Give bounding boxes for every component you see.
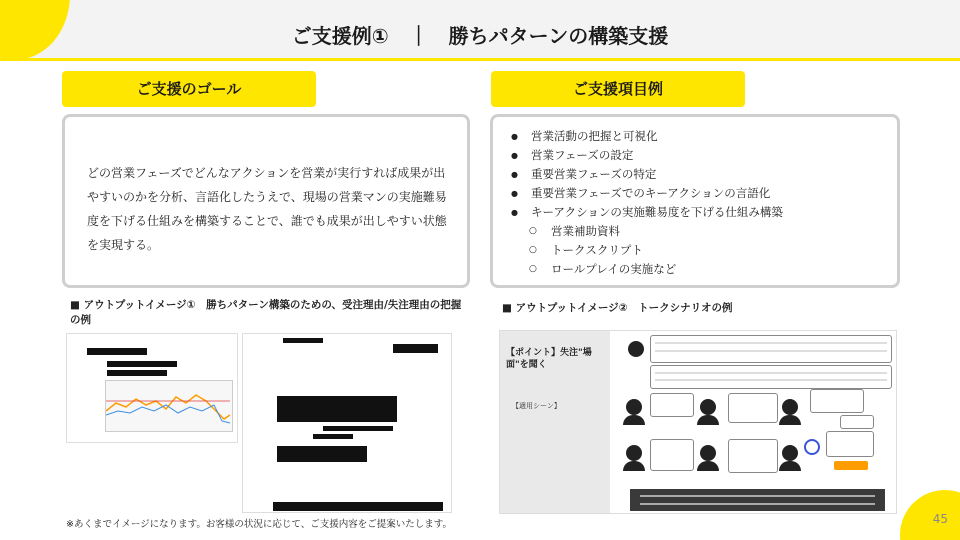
list-item: ● 営業フェーズの設定 xyxy=(511,146,783,165)
redaction xyxy=(107,370,167,376)
line-chart-svg xyxy=(106,381,232,431)
person-icon xyxy=(782,445,798,461)
redaction xyxy=(393,344,438,353)
script-bubble xyxy=(840,415,874,429)
person-icon xyxy=(623,415,645,425)
support-list xyxy=(511,127,783,279)
talk-script-image xyxy=(499,330,897,514)
win-rate-chart-image xyxy=(66,333,238,443)
support-card xyxy=(490,114,900,288)
person-icon xyxy=(700,399,716,415)
script-bubble xyxy=(728,439,778,473)
person-icon xyxy=(697,415,719,425)
line-chart-area xyxy=(105,380,233,432)
goal-card xyxy=(62,114,470,288)
person-icon xyxy=(779,415,801,425)
corner-decoration-bottom-right xyxy=(900,490,960,540)
page-number: 45 xyxy=(932,512,948,526)
output-caption-2: ■ アウトプットイメージ② トークシナリオの例 xyxy=(502,302,733,314)
person-icon xyxy=(623,461,645,471)
redaction xyxy=(87,348,147,355)
goal-pill-label: ご支援のゴール xyxy=(136,80,242,98)
redaction xyxy=(277,446,367,462)
sub-list-item: ○ トークスクリプト xyxy=(511,241,783,260)
script-bubble xyxy=(650,335,892,363)
person-icon xyxy=(697,461,719,471)
highlight-tag xyxy=(834,461,868,470)
redaction xyxy=(273,502,443,511)
sub-list-item: ○ 営業補助資料 xyxy=(511,222,783,241)
redaction xyxy=(107,361,177,367)
script-bubble xyxy=(810,389,864,413)
sub-list-item: ○ ロールプレイの実施など xyxy=(511,260,783,279)
script-bubble xyxy=(826,431,874,457)
support-pill-label: ご支援項目例 xyxy=(572,80,663,98)
goal-text: どの営業フェーズでどんなアクションを営業が実行すれば成果が出やすいのかを分析、言語化したうえで、現場の営業マンの実施難易度を下げる仕組みを構築することで、誰でも成果が出しやすい状態を実現する。 xyxy=(87,166,447,252)
script-scene-label: 【適用シーン】 xyxy=(512,402,561,410)
list-item: ● 重要営業フェーズの特定 xyxy=(511,165,783,184)
goal-pill xyxy=(62,71,316,107)
person-icon xyxy=(700,445,716,461)
person-icon xyxy=(626,445,642,461)
script-summary-banner xyxy=(630,489,885,511)
person-icon xyxy=(626,399,642,415)
person-icon xyxy=(782,399,798,415)
script-bubble xyxy=(650,439,694,471)
script-bubble xyxy=(650,393,694,417)
person-icon xyxy=(628,341,644,357)
list-item: ● キーアクションの実施難易度を下げる仕組み構築 xyxy=(511,203,783,222)
redaction xyxy=(283,338,323,343)
script-bubble xyxy=(650,365,892,389)
script-left-panel xyxy=(500,331,610,513)
page-title: ご支援例① ｜ 勝ちパターンの構築支援 xyxy=(291,24,669,48)
redaction xyxy=(313,434,353,439)
output-caption-1: ■ アウトプットイメージ① 勝ちパターン構築のための、受注理由/失注理由の把握の例 xyxy=(70,299,462,326)
list-item: ● 重要営業フェーズでのキーアクションの言語化 xyxy=(511,184,783,203)
footer-note: ※あくまでイメージになります。お客様の状況に応じて、ご支援内容をご提案いたします。 xyxy=(66,519,452,530)
list-item: ● 営業活動の把握と可視化 xyxy=(511,127,783,146)
redaction xyxy=(323,426,393,431)
redaction xyxy=(277,396,397,422)
person-icon xyxy=(779,461,801,471)
header-bar xyxy=(0,0,960,61)
script-point-text: 【ポイント】失注"場面"を聞く xyxy=(506,348,592,370)
script-bubble xyxy=(728,393,778,423)
support-pill xyxy=(491,71,745,107)
reason-doc-image xyxy=(242,333,452,513)
highlight-circle-icon xyxy=(804,439,820,455)
